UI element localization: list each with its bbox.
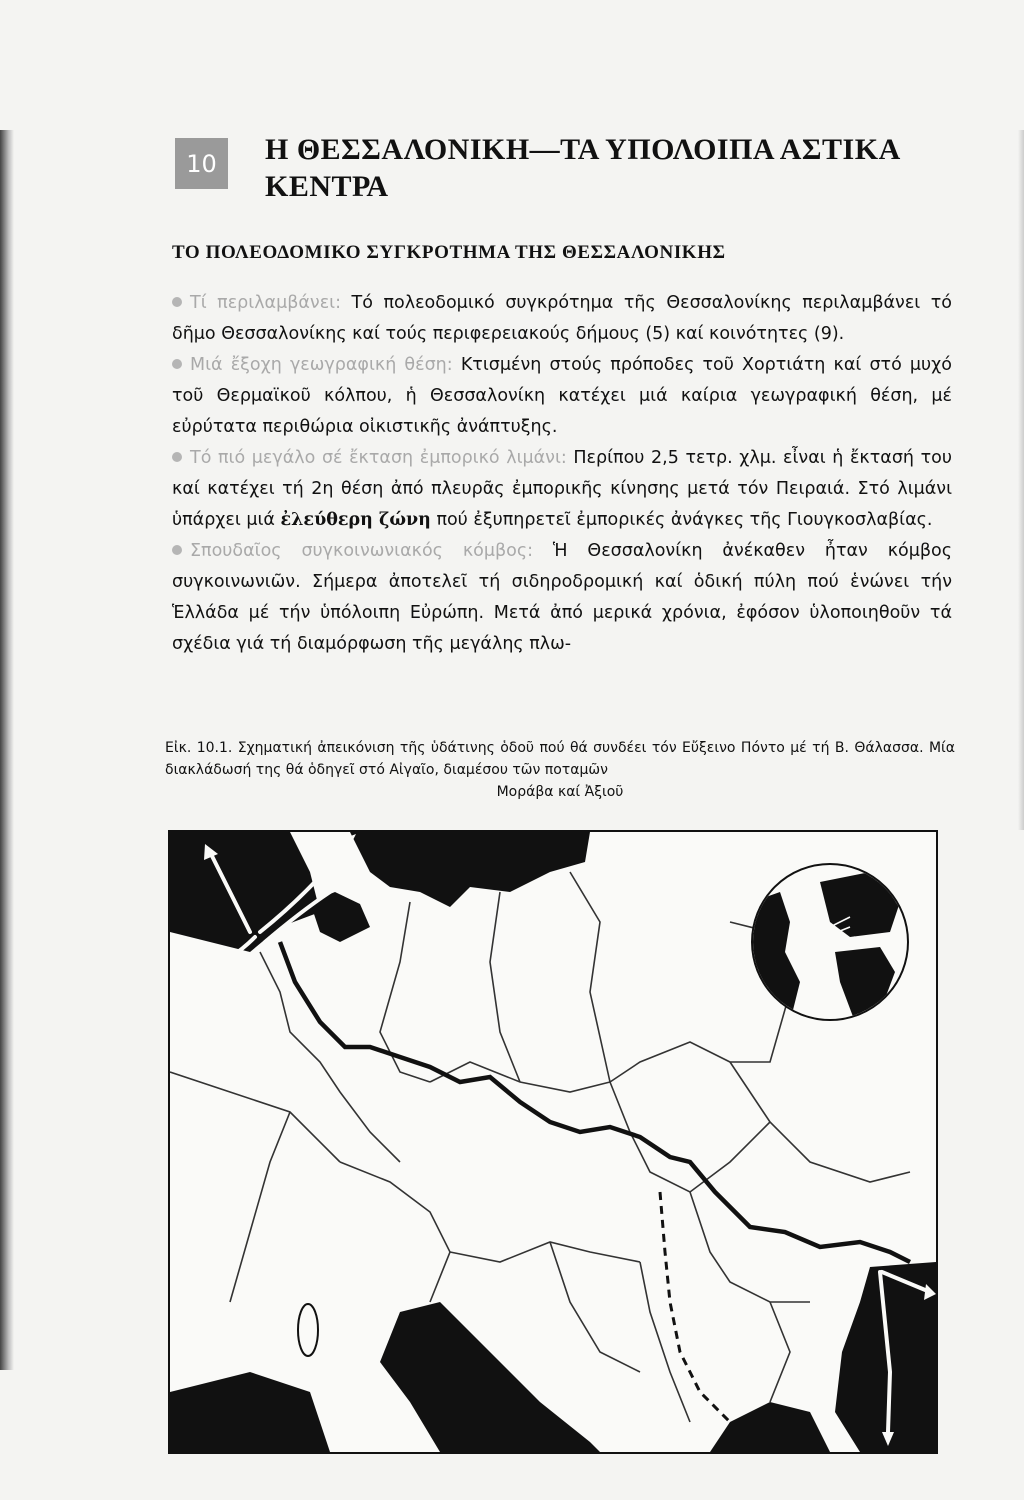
corsica-island <box>298 1304 318 1356</box>
paragraph-contents <box>172 288 952 350</box>
paragraph-lead: Τί περιλαμβάνει: <box>190 293 341 313</box>
tyrrhenian-sea <box>170 1372 330 1452</box>
adriatic-sea <box>380 1302 600 1452</box>
paragraph-transport <box>172 536 952 660</box>
morava-axios-branch <box>660 1192 730 1422</box>
globe-inset <box>750 864 908 1022</box>
paragraph-lead: Τό πιό μεγάλο σέ ἔκταση ἐμπορικό λιμάνι: <box>190 448 567 468</box>
caption-end: Μοράβα καί Ἀξιοῦ <box>496 784 624 800</box>
bullet-icon <box>172 359 182 369</box>
scan-left-edge <box>0 130 14 1370</box>
body-text <box>172 288 952 660</box>
chapter-title: Η ΘΕΣΣΑΛΟΝΙΚΗ—ΤΑ ΥΠΟΛΟΙΠΑ ΑΣΤΙΚΑ ΚΕΝΤΡΑ <box>265 133 900 203</box>
paragraph-text: Τό πολεοδομικό συγκρότημα τῆς Θεσσαλονίκης περιλαμβάνει τό δῆμο Θεσσαλονίκης καί τούς περιφερειακούς δήμους (5) καί κοινότητες (9). <box>172 293 953 344</box>
scan-right-bleed <box>1018 130 1024 830</box>
section-heading: ΤΟ ΠΟΛΕΟΔΟΜΙΚΟ ΣΥΓΚΡΟΤΗΜΑ ΤΗΣ ΘΕΣΣΑΛΟΝΙΚΗΣ <box>172 242 726 263</box>
chapter-number: 10 <box>186 149 217 178</box>
paragraph-lead: Σπουδαῖος συγκοινωνιακός κόμβος: <box>190 541 534 561</box>
figure-caption <box>165 737 955 803</box>
aegean-sea <box>710 1402 830 1452</box>
chapter-number-badge <box>175 138 228 189</box>
caption-main: Εἰκ. 10.1. Σχηματική ἀπεικόνιση τῆς ὑδάτινης ὁδοῦ πού θά συνδέει τόν Εὔξεινο Πόντο μέ τή Β. Θάλασσα. Μία διακλάδωσή της θά ὁδηγεῖ στό Αἰγαῖο, διαμέσου τῶν ποταμῶν <box>165 740 955 778</box>
black-sea <box>835 1262 936 1452</box>
bullet-icon <box>172 452 182 462</box>
bullet-icon <box>172 297 182 307</box>
paragraph-text: Ἡ Θεσσαλονίκη ἀνέκαθεν ἦταν κόμβος συγκοινωνιῶν. Σήμερα ἀποτελεῖ τή σιδηροδρομική καί ὁδική πύλη πού ἑνώνει τήν Ἑλλάδα μέ τήν ὑπόλοιπη Εὐρώπη. Μετά ἀπό μερικά χρόνια, ἐφόσον ὑλοποιηθοῦν τά σχέδια γιά τή διαμόρφωση τῆς μεγάλης πλω- <box>172 541 952 654</box>
paragraph-lead: Μιά ἔξοχη γεωγραφική θέση: <box>190 355 453 375</box>
paragraph-text: πού ἐξυπηρετεῖ ἐμπορικές ἀνάγκες τῆς Γιουγκοσλαβίας. <box>430 510 933 530</box>
map-svg <box>170 832 936 1452</box>
bullet-icon <box>172 545 182 555</box>
paragraph-text: Κτισμένη στούς πρόποδες τοῦ Χορτιάτη καί στό μυχό τοῦ Θερμαϊκοῦ κόλπου, ἡ Θεσσαλονίκη κατέχει μιά καίρια γεωγραφική θέση, μέ εὐρύτατα περιθώρια οἰκιστικῆς ἀνάπτυξης. <box>172 355 952 437</box>
britain-landmass <box>170 832 320 952</box>
paragraph-port <box>172 443 952 536</box>
baltic-landmass <box>350 832 590 907</box>
paragraph-location <box>172 350 952 443</box>
europe-waterway-map <box>168 830 938 1454</box>
paragraph-text: Περίπου 2,5 τετρ. χλμ. εἶναι ἡ ἔκτασή του καί κατέχει τή 2η θέση ἀπό πλευρᾶς ἐμπορικῆς κίνησης μετά τόν Πειραιά. Στό λιμάνι ὑπάρχει μιά <box>172 448 952 530</box>
free-zone-emphasis: ἐλεύθερη ζώνη <box>280 510 431 530</box>
